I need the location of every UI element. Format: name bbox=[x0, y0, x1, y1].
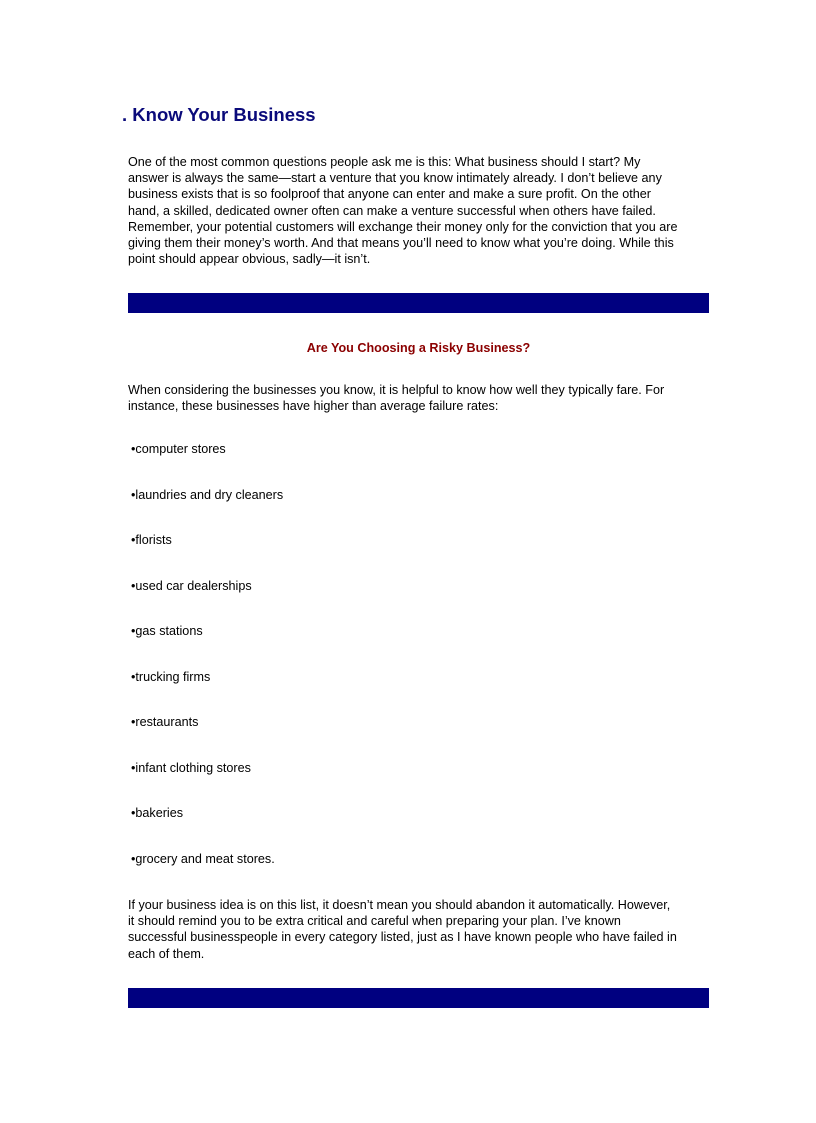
list-item: •gas stations bbox=[131, 624, 203, 638]
section-heading: Are You Choosing a Risky Business? bbox=[306, 341, 531, 355]
closing-paragraph: If your business idea is on this list, it doesn’t mean you should abandon it automatically. However, it should remind you to be extra critical and careful when preparing your plan. I’ve known successful businesspeople in every category listed, just as I have known people who have failed in each of them. bbox=[128, 898, 677, 961]
list-item: •florists bbox=[131, 533, 172, 547]
divider-bar bbox=[128, 988, 709, 1008]
intro-paragraph: One of the most common questions people ask me is this: What business should I start? My answer is always the same—start a venture that you know intimately already. I don’t believe any business exists that is so foolproof that anyone can enter and make a sure profit. On the other hand, a skilled, dedicated owner often can make a venture successful when others have failed. Remember, your potential customers will exchange their money only for the conviction that you are giving them their money’s worth. And that means you’ll need to know what you’re doing. While this point should appear obvious, sadly—it isn’t. bbox=[128, 155, 678, 267]
section-lead-paragraph: When considering the businesses you know, it is helpful to know how well they typically fare. For instance, these businesses have higher than average failure rates: bbox=[128, 383, 665, 414]
divider-bar bbox=[128, 293, 709, 313]
list-item: •restaurants bbox=[131, 715, 199, 729]
failure-rate-list bbox=[131, 441, 283, 896]
page-title: . Know Your Business bbox=[122, 104, 316, 125]
list-item: •infant clothing stores bbox=[131, 760, 251, 775]
list-item: •laundries and dry cleaners bbox=[131, 487, 284, 502]
list-item: •computer stores bbox=[131, 442, 226, 456]
list-item: •trucking firms bbox=[131, 669, 211, 684]
list-item: •used car dealerships bbox=[131, 578, 252, 593]
list-item: •grocery and meat stores. bbox=[131, 851, 275, 866]
list-item: •bakeries bbox=[131, 806, 184, 820]
